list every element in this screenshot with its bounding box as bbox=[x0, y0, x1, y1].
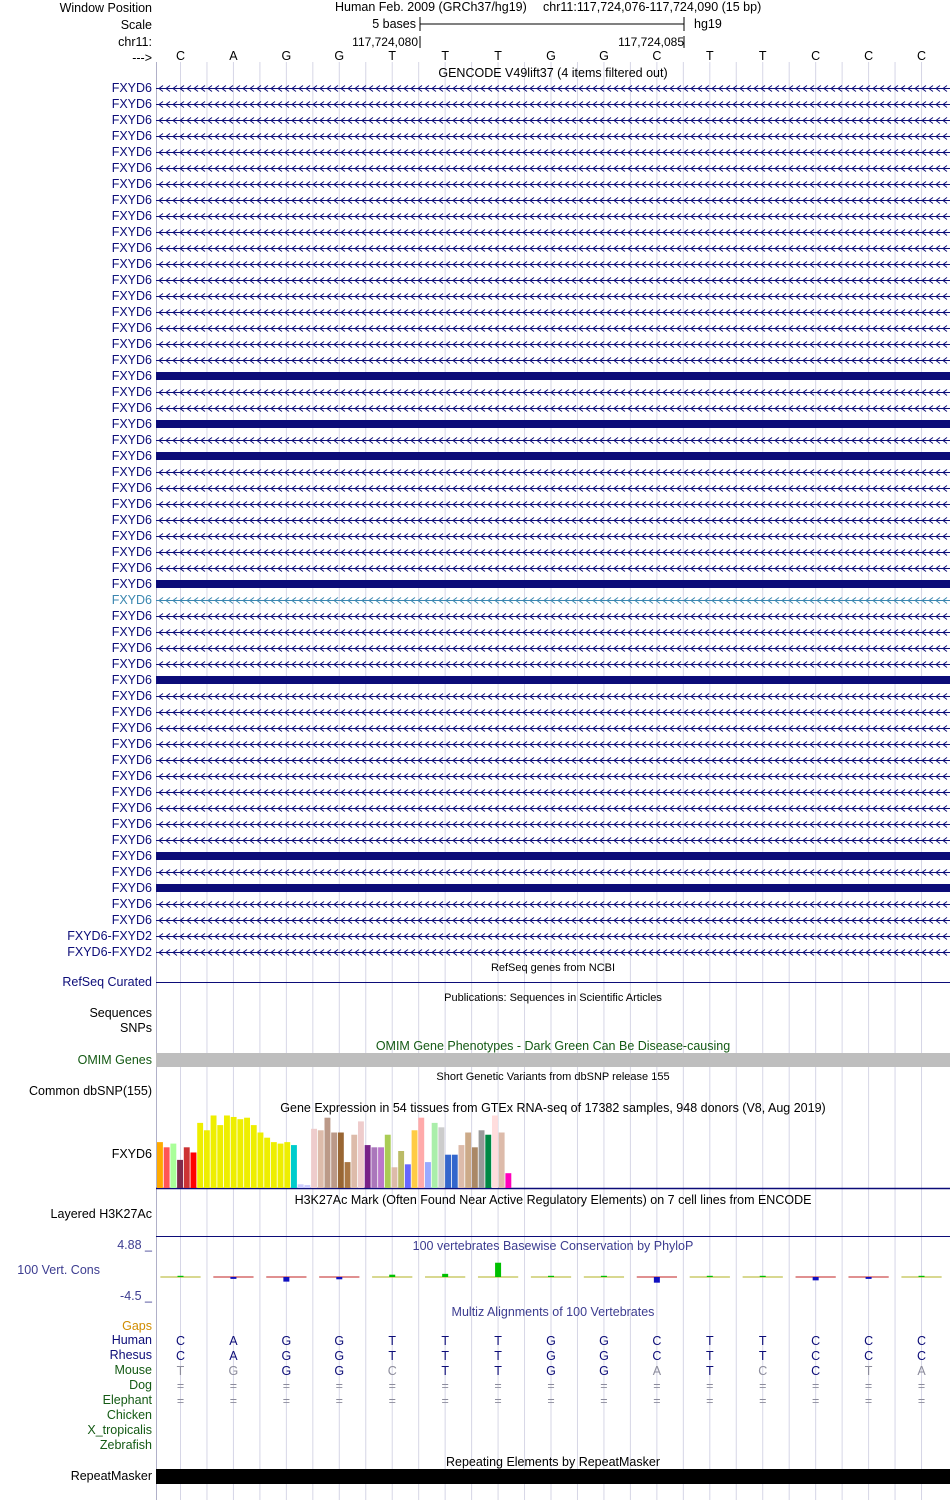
species-label[interactable]: Rhesus bbox=[109, 1348, 152, 1362]
aligned-base: G bbox=[546, 1334, 556, 1348]
h3k27ac-label[interactable]: Layered H3K27Ac bbox=[50, 1207, 152, 1221]
repeatmasker-bar[interactable] bbox=[156, 1469, 950, 1484]
reference-base: G bbox=[281, 49, 292, 63]
gene-label[interactable]: FXYD6 bbox=[111, 673, 152, 687]
gene-label[interactable]: FXYD6 bbox=[111, 385, 152, 399]
reference-base: C bbox=[811, 49, 821, 63]
aligned-base: C bbox=[864, 1349, 874, 1363]
gene-label[interactable]: FXYD6 bbox=[111, 353, 152, 367]
aligned-base: A bbox=[229, 1334, 238, 1348]
aligned-base: G bbox=[281, 1334, 292, 1348]
species-label[interactable]: Human bbox=[111, 1333, 152, 1347]
aligned-base: G bbox=[599, 1349, 609, 1363]
aligned-base: = bbox=[388, 1394, 396, 1408]
dbsnp-label[interactable]: Common dbSNP(155) bbox=[29, 1084, 152, 1098]
phylop-score[interactable] bbox=[901, 1276, 941, 1277]
aligned-base: = bbox=[176, 1379, 185, 1393]
aligned-base: C bbox=[864, 1334, 874, 1348]
gene-label[interactable]: FXYD6 bbox=[111, 401, 152, 415]
reference-base: A bbox=[229, 49, 238, 63]
gene-label[interactable]: FXYD6 bbox=[111, 465, 152, 479]
aligned-base: = bbox=[494, 1379, 502, 1393]
aligned-base: T bbox=[176, 1364, 185, 1378]
aligned-base: = bbox=[706, 1394, 714, 1408]
species-label[interactable]: X_tropicalis bbox=[87, 1423, 152, 1437]
aligned-base: = bbox=[335, 1379, 343, 1393]
reference-base: C bbox=[917, 49, 927, 63]
gene-label[interactable]: FXYD6 bbox=[111, 545, 152, 559]
aligned-base: T bbox=[494, 1364, 502, 1378]
phylop-min-label: -4.5 _ bbox=[120, 1289, 152, 1303]
phylop-score[interactable] bbox=[743, 1276, 783, 1277]
phylop-title[interactable]: 100 vertebrates Basewise Conservation by PhyloP bbox=[412, 1239, 694, 1253]
species-label[interactable]: Dog bbox=[129, 1378, 152, 1392]
phylop-label[interactable]: 100 Vert. Cons bbox=[17, 1263, 100, 1277]
phylop-score[interactable] bbox=[478, 1263, 518, 1277]
aligned-base: C bbox=[811, 1349, 821, 1363]
reference-base: T bbox=[388, 49, 397, 63]
coord-right: 117,724,085 bbox=[618, 35, 684, 49]
snps-label[interactable]: SNPs bbox=[120, 1021, 152, 1035]
aligned-base: = bbox=[600, 1379, 608, 1393]
aligned-base: C bbox=[758, 1364, 768, 1378]
repeatmasker-title[interactable]: Repeating Elements by RepeatMasker bbox=[445, 1455, 660, 1469]
gene-label[interactable]: FXYD6 bbox=[111, 897, 152, 911]
reference-base: C bbox=[175, 49, 186, 63]
aligned-base: G bbox=[281, 1349, 292, 1363]
phylop-score[interactable] bbox=[584, 1276, 624, 1277]
species-label[interactable]: Elephant bbox=[102, 1393, 152, 1407]
aligned-base: A bbox=[917, 1364, 926, 1378]
gene-label[interactable]: FXYD6-FXYD2 bbox=[67, 929, 152, 943]
aligned-base: G bbox=[334, 1349, 345, 1363]
strand-label: ---> bbox=[132, 51, 152, 65]
reference-base: T bbox=[441, 49, 449, 63]
aligned-base: T bbox=[441, 1349, 449, 1363]
aligned-base: T bbox=[705, 1334, 714, 1348]
gene-label[interactable]: FXYD6 bbox=[111, 81, 152, 95]
chrom-label: chr11: bbox=[118, 35, 152, 49]
aligned-base: = bbox=[388, 1379, 396, 1393]
aligned-base: = bbox=[653, 1379, 661, 1393]
aligned-base: C bbox=[917, 1334, 927, 1348]
scale-text: 5 bases bbox=[372, 17, 416, 31]
aligned-base: T bbox=[758, 1349, 767, 1363]
gene-label[interactable]: FXYD6 bbox=[111, 865, 152, 879]
aligned-base: T bbox=[441, 1334, 449, 1348]
gene-label[interactable]: FXYD6 bbox=[111, 641, 152, 655]
aligned-base: C bbox=[387, 1364, 397, 1378]
gene-label[interactable]: FXYD6 bbox=[111, 529, 152, 543]
refseq-title[interactable]: RefSeq genes from NCBI bbox=[490, 962, 616, 974]
species-label[interactable]: Chicken bbox=[106, 1408, 152, 1422]
aligned-base: = bbox=[176, 1394, 185, 1408]
multiz-title[interactable]: Multiz Alignments of 100 Vertebrates bbox=[451, 1305, 655, 1319]
aligned-base: C bbox=[811, 1364, 821, 1378]
aligned-base: C bbox=[917, 1349, 927, 1363]
gene-label[interactable]: FXYD6 bbox=[111, 97, 152, 111]
aligned-base: = bbox=[759, 1379, 767, 1393]
aligned-base: C bbox=[652, 1334, 662, 1348]
gene-label[interactable]: FXYD6 bbox=[111, 209, 152, 223]
aligned-base: G bbox=[334, 1364, 345, 1378]
aligned-base: = bbox=[864, 1394, 873, 1408]
aligned-base: G bbox=[334, 1334, 345, 1348]
aligned-base: = bbox=[917, 1379, 926, 1393]
aligned-base: = bbox=[441, 1394, 449, 1408]
gtex-label[interactable]: FXYD6 bbox=[111, 1147, 152, 1161]
gene-label[interactable]: FXYD6 bbox=[111, 449, 152, 463]
reference-base: T bbox=[758, 49, 767, 63]
aligned-base: G bbox=[599, 1364, 609, 1378]
gene-label[interactable]: FXYD6 bbox=[111, 769, 152, 783]
phylop-score[interactable] bbox=[848, 1277, 888, 1279]
gene-label[interactable]: FXYD6 bbox=[111, 513, 152, 527]
window-position-label: Window Position bbox=[59, 1, 152, 15]
phylop-score[interactable] bbox=[160, 1276, 200, 1277]
gene-label[interactable]: FXYD6 bbox=[111, 161, 152, 175]
aligned-base: T bbox=[388, 1349, 397, 1363]
aligned-base: = bbox=[706, 1379, 714, 1393]
aligned-base: = bbox=[547, 1394, 555, 1408]
aligned-base: T bbox=[705, 1364, 714, 1378]
aligned-base: C bbox=[652, 1349, 662, 1363]
reference-base: T bbox=[494, 49, 502, 63]
aligned-base: = bbox=[759, 1394, 767, 1408]
aligned-base: T bbox=[494, 1349, 502, 1363]
gene-label[interactable]: FXYD6 bbox=[111, 721, 152, 735]
aligned-base: = bbox=[917, 1394, 926, 1408]
publications-title[interactable]: Publications: Sequences in Scientific Articles bbox=[444, 992, 662, 1004]
aligned-base: A bbox=[229, 1349, 238, 1363]
aligned-base: G bbox=[281, 1364, 292, 1378]
gtex-title[interactable]: Gene Expression in 54 tissues from GTEx RNA-seq of 17382 samples, 948 donors (V8, Aug 2019) bbox=[280, 1101, 826, 1115]
aligned-base: = bbox=[653, 1394, 661, 1408]
gene-label[interactable]: FXYD6 bbox=[111, 289, 152, 303]
gene-label[interactable]: FXYD6 bbox=[111, 497, 152, 511]
aligned-base: T bbox=[388, 1334, 397, 1348]
scale-label: Scale bbox=[120, 18, 152, 32]
gene-label[interactable]: FXYD6 bbox=[111, 849, 152, 863]
gene-label[interactable]: FXYD6 bbox=[111, 593, 152, 607]
sequences-label[interactable]: Sequences bbox=[89, 1006, 152, 1020]
aligned-base: T bbox=[758, 1334, 767, 1348]
gene-label[interactable]: FXYD6 bbox=[111, 657, 152, 671]
aligned-base: T bbox=[705, 1349, 714, 1363]
gene-label[interactable]: FXYD6 bbox=[111, 257, 152, 271]
phylop-score[interactable] bbox=[319, 1277, 359, 1279]
reference-base: C bbox=[652, 49, 662, 63]
gene-label[interactable]: FXYD6-FXYD2 bbox=[67, 945, 152, 959]
refseq-label[interactable]: RefSeq Curated bbox=[62, 975, 152, 989]
gene-label[interactable]: FXYD6 bbox=[111, 433, 152, 447]
aligned-base: = bbox=[547, 1379, 555, 1393]
gene-label[interactable]: FXYD6 bbox=[111, 833, 152, 847]
dbsnp-title[interactable]: Short Genetic Variants from dbSNP release 155 bbox=[436, 1071, 670, 1083]
gene-label[interactable]: FXYD6 bbox=[111, 129, 152, 143]
gene-label[interactable]: FXYD6 bbox=[111, 561, 152, 575]
gene-label[interactable]: FXYD6 bbox=[111, 705, 152, 719]
track-image[interactable] bbox=[156, 0, 950, 1500]
species-label[interactable]: Zebrafish bbox=[99, 1438, 152, 1452]
gene-label[interactable]: FXYD6 bbox=[111, 241, 152, 255]
aligned-base: G bbox=[546, 1349, 556, 1363]
species-label[interactable]: Mouse bbox=[114, 1363, 152, 1377]
gene-label[interactable]: FXYD6 bbox=[111, 417, 152, 431]
gene-label[interactable]: FXYD6 bbox=[111, 609, 152, 623]
aligned-base: = bbox=[229, 1394, 238, 1408]
gene-label[interactable]: FXYD6 bbox=[111, 753, 152, 767]
phylop-score[interactable] bbox=[531, 1276, 571, 1277]
reference-base: G bbox=[546, 49, 556, 63]
gene-label[interactable]: FXYD6 bbox=[111, 193, 152, 207]
gene-label[interactable]: FXYD6 bbox=[111, 113, 152, 127]
gene-label[interactable]: FXYD6 bbox=[111, 913, 152, 927]
omim-label[interactable]: OMIM Genes bbox=[77, 1053, 152, 1067]
gene-label[interactable]: FXYD6 bbox=[111, 321, 152, 335]
gene-label[interactable]: FXYD6 bbox=[111, 817, 152, 831]
gene-label[interactable]: FXYD6 bbox=[111, 481, 152, 495]
phylop-score[interactable] bbox=[637, 1277, 677, 1283]
gene-label[interactable]: FXYD6 bbox=[111, 801, 152, 815]
aligned-base: G bbox=[228, 1364, 239, 1378]
aligned-base: = bbox=[864, 1379, 873, 1393]
phylop-score[interactable] bbox=[425, 1274, 465, 1277]
assembly-title: Human Feb. 2009 (GRCh37/hg19) bbox=[335, 0, 527, 14]
aligned-base: A bbox=[652, 1364, 662, 1378]
gene-label[interactable]: FXYD6 bbox=[111, 577, 152, 591]
gene-label[interactable]: FXYD6 bbox=[111, 625, 152, 639]
aligned-base: = bbox=[335, 1394, 343, 1408]
phylop-score[interactable] bbox=[266, 1277, 306, 1282]
reference-base: C bbox=[864, 49, 874, 63]
phylop-score[interactable] bbox=[213, 1277, 253, 1279]
gene-label[interactable]: FXYD6 bbox=[111, 305, 152, 319]
gene-label[interactable]: FXYD6 bbox=[111, 273, 152, 287]
phylop-score[interactable] bbox=[372, 1275, 412, 1277]
aligned-base: T bbox=[441, 1364, 449, 1378]
h3k27ac-title[interactable]: H3K27Ac Mark (Often Found Near Active Regulatory Elements) on 7 cell lines from ENCODE bbox=[294, 1193, 812, 1207]
phylop-score[interactable] bbox=[796, 1277, 836, 1280]
gene-label[interactable]: FXYD6 bbox=[111, 225, 152, 239]
reference-base: G bbox=[334, 49, 345, 63]
reference-base: G bbox=[599, 49, 609, 63]
aligned-base: T bbox=[494, 1334, 502, 1348]
db-text: hg19 bbox=[694, 17, 722, 31]
gene-label[interactable]: FXYD6 bbox=[111, 145, 152, 159]
gencode-title[interactable]: GENCODE V49lift37 (4 items filtered out) bbox=[438, 66, 668, 80]
position-text: chr11:117,724,076-117,724,090 (15 bp) bbox=[543, 0, 762, 14]
aligned-base: = bbox=[812, 1394, 820, 1408]
reference-base: T bbox=[705, 49, 714, 63]
gaps-label: Gaps bbox=[122, 1319, 152, 1333]
aligned-base: = bbox=[229, 1379, 238, 1393]
coord-left: 117,724,080 bbox=[352, 35, 418, 49]
gene-label[interactable]: FXYD6 bbox=[111, 369, 152, 383]
aligned-base: = bbox=[282, 1394, 291, 1408]
aligned-base: C bbox=[175, 1349, 186, 1363]
gene-label[interactable]: FXYD6 bbox=[111, 785, 152, 799]
aligned-base: C bbox=[175, 1334, 186, 1348]
repeatmasker-label[interactable]: RepeatMasker bbox=[70, 1469, 152, 1483]
aligned-base: = bbox=[600, 1394, 608, 1408]
aligned-base: = bbox=[494, 1394, 502, 1408]
gene-label[interactable]: FXYD6 bbox=[111, 177, 152, 191]
phylop-max-label: 4.88 _ bbox=[117, 1238, 152, 1252]
aligned-base: G bbox=[546, 1364, 556, 1378]
gene-label[interactable]: FXYD6 bbox=[111, 737, 152, 751]
gene-label[interactable]: FXYD6 bbox=[111, 689, 152, 703]
omim-title[interactable]: OMIM Gene Phenotypes - Dark Green Can Be Disease-causing bbox=[375, 1039, 731, 1053]
phylop-score[interactable] bbox=[690, 1276, 730, 1277]
track-labels bbox=[0, 0, 156, 1500]
aligned-base: = bbox=[282, 1379, 291, 1393]
gene-label[interactable]: FXYD6 bbox=[111, 881, 152, 895]
aligned-base: C bbox=[811, 1334, 821, 1348]
aligned-base: = bbox=[812, 1379, 820, 1393]
gene-label[interactable]: FXYD6 bbox=[111, 337, 152, 351]
aligned-base: = bbox=[441, 1379, 449, 1393]
aligned-base: T bbox=[864, 1364, 873, 1378]
aligned-base: G bbox=[599, 1334, 609, 1348]
phylop-track[interactable] bbox=[156, 0, 950, 1500]
